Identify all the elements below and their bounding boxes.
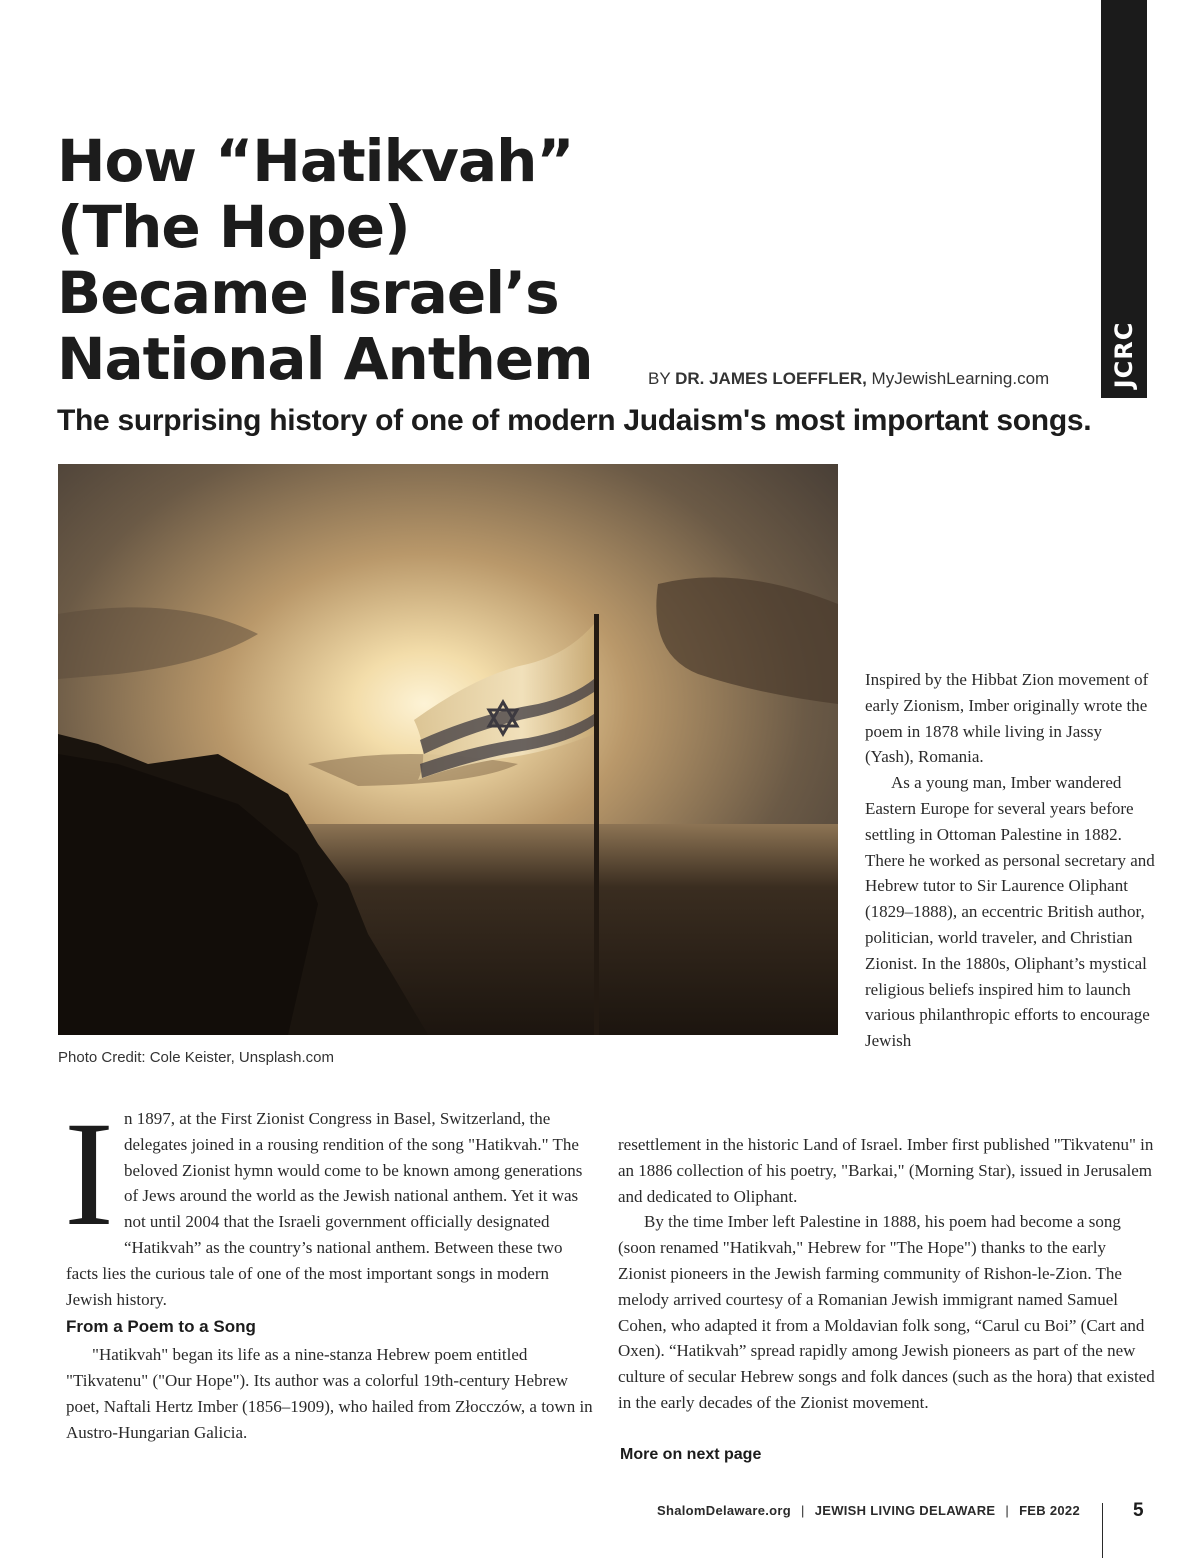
drop-cap: I <box>64 1091 114 1257</box>
byline-source: MyJewishLearning.com <box>866 369 1050 388</box>
footer-separator: | <box>1005 1503 1010 1518</box>
photo-illustration <box>58 464 838 1035</box>
paragraph: resettlement in the historic Land of Israel. Imber first published "Tikvatenu" in an 1886 collection of his poetry, "Barkai," (Morning Star), issued in Jerusalem and dedicated to Oliphant. <box>618 1135 1154 1206</box>
article-column-left <box>64 1091 596 1445</box>
byline-prefix: BY <box>648 369 676 388</box>
article-column-right-bottom <box>618 1132 1158 1416</box>
section-tab <box>1101 0 1147 398</box>
footer-date: FEB 2022 <box>1019 1503 1080 1518</box>
section-heading: From a Poem to a Song <box>66 1317 256 1337</box>
byline <box>648 369 1049 389</box>
page-footer <box>657 1503 1080 1518</box>
byline-author: DR. JAMES LOEFFLER, <box>675 369 867 388</box>
footer-divider <box>1102 1503 1103 1558</box>
page-number: 5 <box>1133 1500 1144 1521</box>
paragraph: "Hatikvah" began its life as a nine-stanza Hebrew poem entitled "Tikvatenu" ("Our Hope"). Its author was a colorful 19th-century Hebrew poet, Naftali Hertz Imber (1856–1909), who hailed from Złocczów, a town in Austro-Hungarian Galicia. <box>66 1345 593 1442</box>
paragraph: By the time Imber left Palestine in 1888, his poem had become a song (soon renamed "Hatikvah," Hebrew for "The Hope") thanks to the early Zionist pioneers in the Jewish farming community of Rishon-le-Zion. The melody arrived courtesy of a Romanian Jewish immigrant named Samuel Cohen, who adapted it from a Moldavian folk song, “Carul cu Boi” (Cart and Oxen). “Hatikvah” spread rapidly among Jewish pioneers as part of the new culture of secular Hebrew songs and folk dances (such as the hora) that existed in the early decades of the Zionist movement. <box>618 1212 1155 1412</box>
paragraph: Inspired by the Hibbat Zion movement of early Zionism, Imber originally wrote the poem in 1878 while living in Jassy (Yash), Romania. <box>865 670 1149 767</box>
section-tab-label: JCRC <box>1110 321 1138 389</box>
headline-line-4: National Anthem <box>57 325 593 393</box>
paragraph: As a young man, Imber wandered Eastern Europe for several years before settling in Ottoman Palestine in 1882. There he worked as personal secretary and Hebrew tutor to Sir Laurence Oliphant (1829–1888), an eccentric British author, politician, world traveler, and Christian Zionist. In the 1880s, Oliphant’s mystical religious beliefs inspired him to launch various philanthropic efforts to encourage Jewish <box>865 773 1155 1051</box>
article-subtitle: The surprising history of one of modern Judaism's most important songs. <box>57 404 1092 437</box>
article-headline <box>57 128 657 392</box>
headline-line-1: How “Hatikvah” <box>57 127 574 195</box>
footer-site[interactable]: ShalomDelaware.org <box>657 1503 792 1518</box>
continued-link[interactable]: More on next page <box>620 1446 762 1463</box>
footer-publication: JEWISH LIVING DELAWARE <box>814 1503 996 1518</box>
photo-credit: Photo Credit: Cole Keister, Unsplash.com <box>58 1049 334 1066</box>
israeli-flag-sunset-photo <box>58 464 838 1035</box>
footer-separator: | <box>801 1503 805 1518</box>
paragraph: n 1897, at the First Zionist Congress in Basel, Switzerland, the delegates joined in a rousing rendition of the song "Hatikvah." The beloved Zionist hymn would come to be known among generations of Jews around the world as the Jewish national anthem. Yet it was not until 2004 that the Israeli government officially designated “Hatikvah” as the country’s national anthem. Between these two facts lies the curious tale of one of the most important songs in modern Jewish history. <box>66 1109 583 1309</box>
article-column-right-top <box>865 667 1155 1054</box>
headline-line-3: Became Israel’s <box>57 259 559 327</box>
headline-line-2: (The Hope) <box>57 193 410 261</box>
